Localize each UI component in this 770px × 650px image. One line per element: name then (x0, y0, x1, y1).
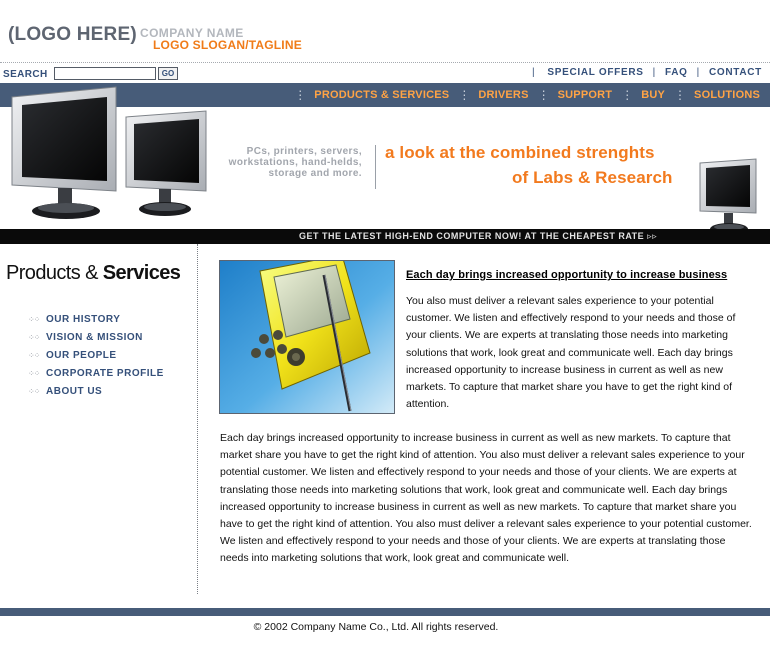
dots-icon: ⁘⁘ (28, 314, 40, 324)
faq-link[interactable]: FAQ (664, 67, 688, 78)
banner-headline-line-2: of Labs & Research (512, 168, 673, 187)
sidebar-item-vision-mission[interactable] (28, 328, 164, 346)
sidebar-item-label: ABOUT US (46, 385, 103, 397)
top-link-separator: | (652, 67, 656, 78)
contact-link[interactable]: CONTACT (708, 67, 762, 78)
monitor-small-image (123, 109, 209, 223)
sidebar-item-our-history[interactable] (28, 310, 164, 328)
sidebar-item-corporate-profile[interactable] (28, 364, 164, 382)
sidebar-item-label: CORPORATE PROFILE (46, 367, 164, 379)
dots-icon: ⁘⁘ (28, 332, 40, 342)
nav-item-support[interactable]: SUPPORT (557, 89, 613, 101)
promo-strip-text[interactable]: GET THE LATEST HIGH-END COMPUTER NOW! AT THE CHEAPEST RATE ▹▹ (299, 231, 658, 241)
nav-separator: ⋮ (537, 88, 549, 102)
promo-strip (0, 229, 770, 244)
sidebar-title-light: Products & (6, 262, 98, 284)
sidebar-item-our-people[interactable] (28, 346, 164, 364)
special-offers-link[interactable]: SPECIAL OFFERS (547, 67, 644, 78)
nav-item-products-services[interactable]: PRODUCTS & SERVICES (314, 89, 450, 101)
pda-image (220, 261, 395, 414)
top-link-separator: | (696, 67, 700, 78)
sidebar-item-label: OUR PEOPLE (46, 349, 117, 361)
logo: (LOGO HERE) (8, 24, 137, 45)
nav-separator: ⋮ (674, 88, 686, 102)
sidebar (0, 244, 198, 594)
sidebar-title (6, 262, 180, 285)
nav-item-solutions[interactable]: SOLUTIONS (694, 89, 760, 101)
logo-slogan: LOGO SLOGAN/TAGLINE (153, 38, 302, 52)
nav-separator: ⋮ (294, 88, 306, 102)
article-heading: Each day brings increased opportunity to increase business (406, 269, 728, 281)
sidebar-item-about-us[interactable] (28, 382, 164, 400)
dots-icon: ⁘⁘ (28, 386, 40, 396)
dots-icon: ⁘⁘ (28, 350, 40, 360)
article-intro: You also must deliver a relevant sales experience to your potential customer. We listen and effectively respond to your needs and those of your clients. We are experts at translating those needs into marketing solutions that work, look great and communicate well. Each day brings increased opportunity to increase business in current as well as new markets. To capture that market share you have to get the right kind of attention. (406, 295, 736, 411)
hero-banner (0, 107, 770, 229)
banner-headline-line-1: a look at the combined strenghts (385, 143, 655, 162)
search-row (0, 62, 770, 82)
copyright-text: © 2002 Company Name Co., Ltd. All rights reserved. (253, 621, 499, 633)
sidebar-nav (28, 310, 164, 400)
sidebar-item-label: VISION & MISSION (46, 331, 143, 343)
nav-separator: ⋮ (621, 88, 633, 102)
article-body: Each day brings increased opportunity to increase business in current as well as new markets. To capture that market share you have to get the right kind of attention. You also must deliver a relevant sales experience to your potential customer. We listen and effectively respond to your needs and those of your clients. We are experts at translating those needs into marketing solutions that work, look great and communicate well. Each day brings increased opportunity to increase business in current as well as new markets. To capture that market share you have to get the right kind of attention. You also must deliver a relevant sales experience to your potential customer. We listen and effectively respond to your needs and those of your clients. We are experts at translating those needs into marketing solutions that work, look great and communicate well. (220, 432, 752, 565)
monitor-large-image (8, 85, 120, 227)
nav-separator: ⋮ (458, 88, 470, 102)
search-input[interactable] (54, 67, 156, 80)
company-name: COMPANY NAME (140, 26, 244, 40)
nav-item-buy[interactable]: BUY (641, 89, 666, 101)
footer-bar (0, 608, 770, 616)
banner-divider (375, 145, 376, 189)
search-label: SEARCH (3, 69, 48, 80)
top-links (523, 67, 762, 78)
sidebar-item-label: OUR HISTORY (46, 313, 121, 325)
go-button[interactable]: GO (158, 67, 178, 80)
banner-blurb: PCs, printers, servers, workstations, hand-helds, storage and more. (228, 146, 362, 179)
dots-icon: ⁘⁘ (28, 368, 40, 378)
main-nav (285, 83, 760, 107)
sidebar-title-bold: Services (102, 262, 181, 284)
nav-item-drivers[interactable]: DRIVERS (478, 89, 529, 101)
top-link-separator: | (532, 67, 536, 78)
pda-photo (219, 260, 395, 414)
